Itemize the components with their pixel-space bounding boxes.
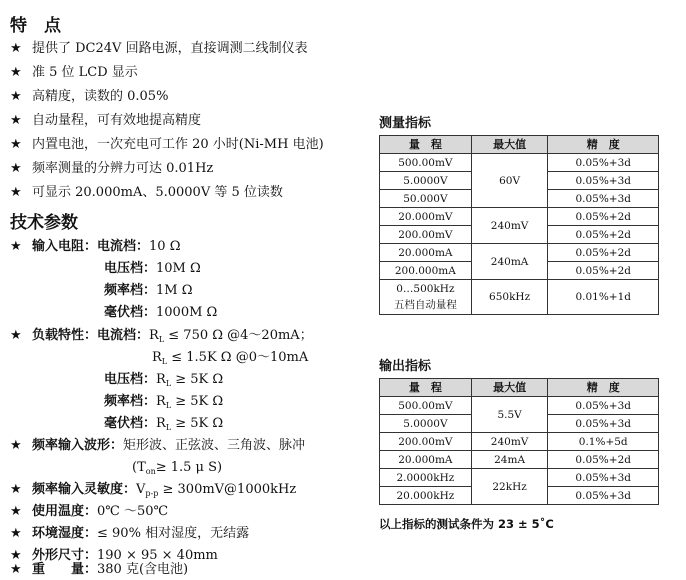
accuracy-cell: 0.05%+3d: [548, 154, 659, 172]
column-header: 最大值: [471, 136, 548, 154]
output-table: [379, 378, 659, 505]
range-cell: 200.00mV: [380, 226, 472, 244]
measure-title: 测量指标: [379, 116, 432, 131]
range-cell: 20.000mA: [380, 244, 472, 262]
spec-row: ($T_{on}\ge 1.5$ μ S): [132, 460, 223, 476]
star-icon: ★: [10, 113, 22, 128]
range-cell: 200.000mA: [380, 262, 472, 280]
range-cell: 2.0000kHz: [380, 469, 472, 487]
max-cell: 5.5V: [471, 397, 548, 433]
spec-weight: ★ 重 量：380 克(含电池): [10, 562, 189, 577]
star-icon: ★: [10, 548, 22, 563]
star-icon: ★: [10, 239, 22, 254]
range-cell: 500.00mV: [380, 397, 472, 415]
table-header-row: [380, 379, 659, 397]
range-cell: 20.000mA: [380, 451, 472, 469]
accuracy-cell: 0.05%+2d: [548, 244, 659, 262]
column-header: 精 度: [548, 136, 659, 154]
column-header: 最大值: [471, 379, 548, 397]
star-icon: ★: [10, 482, 22, 497]
spec-temperature: ★ 使用温度：0℃ ～50℃: [10, 504, 169, 519]
accuracy-cell: 0.05%+2d: [548, 226, 659, 244]
spec-row: 电压档：10M Ω: [104, 261, 201, 276]
max-cell: 60V: [471, 154, 548, 208]
accuracy-cell: 0.05%+3d: [548, 469, 659, 487]
spec-row: 电压档：$R_L \ge 5K$ Ω: [104, 372, 224, 388]
spec-row: 毫伏档：1000M Ω: [104, 305, 218, 320]
measure-table: [379, 135, 659, 315]
table-row: [380, 469, 659, 487]
accuracy-cell: 0.05%+3d: [548, 415, 659, 433]
column-header: 量 程: [380, 136, 472, 154]
table-row: [380, 397, 659, 415]
table-row: [380, 451, 659, 469]
spec-size: ★ 外形尺寸：190 × 95 × 40mm: [10, 548, 218, 563]
range-cell: 20.000mV: [380, 208, 472, 226]
spec-load: ★ 负载特性：电流档：$R_L \le 750$ Ω @4～20mA；: [10, 328, 313, 344]
range-cell: 5.0000V: [380, 415, 472, 433]
feature-item: ★ 内置电池，一次充电可工作 20 小时(Ni-MH 电池): [10, 137, 324, 152]
star-icon: ★: [10, 41, 22, 56]
star-icon: ★: [10, 526, 22, 541]
star-icon: ★: [10, 65, 22, 80]
range-cell: 50.000V: [380, 190, 472, 208]
table-row: [380, 208, 659, 226]
star-icon: ★: [10, 562, 22, 577]
spec-humidity: ★ 环境湿度：≤ 90% 相对湿度，无结露: [10, 526, 250, 541]
specs-heading: 技术参数: [10, 213, 78, 233]
accuracy-cell: 0.05%+2d: [548, 451, 659, 469]
max-cell: 240mV: [471, 433, 548, 451]
feature-item: ★ 频率测量的分辨力可达 0.01Hz: [10, 161, 214, 176]
spec-row: 频率档：$R_L \ge 5K$ Ω: [104, 394, 224, 410]
table-row: [380, 280, 659, 315]
accuracy-cell: 0.05%+2d: [548, 262, 659, 280]
star-icon: ★: [10, 328, 22, 343]
star-icon: ★: [10, 185, 22, 200]
star-icon: ★: [10, 438, 22, 453]
accuracy-cell: 0.05%+2d: [548, 208, 659, 226]
star-icon: ★: [10, 137, 22, 152]
accuracy-cell: 0.05%+3d: [548, 190, 659, 208]
accuracy-cell: 0.05%+3d: [548, 487, 659, 505]
spec-row: $R_L \le 1.5K$ Ω @0～10mA: [152, 350, 309, 366]
range-cell: 0…500kHz 五档自动量程: [380, 280, 472, 315]
max-cell: 650kHz: [471, 280, 548, 315]
range-cell: 200.00mV: [380, 433, 472, 451]
star-icon: ★: [10, 89, 22, 104]
feature-item: ★ 准 5 位 LCD 显示: [10, 65, 138, 80]
column-header: 精 度: [548, 379, 659, 397]
feature-item: ★ 可显示 20.000mA、5.0000V 等 5 位读数: [10, 185, 283, 200]
spec-input-resistance: ★ 输入电阻：电流档：10 Ω: [10, 239, 181, 254]
range-cell: 20.000kHz: [380, 487, 472, 505]
max-cell: 24mA: [471, 451, 548, 469]
spec-wave: ★ 频率输入波形：矩形波、正弦波、三角波、脉冲: [10, 438, 306, 453]
table-row: [380, 244, 659, 262]
table-row: [380, 154, 659, 172]
feature-item: ★ 高精度，读数的 0.05%: [10, 89, 169, 104]
star-icon: ★: [10, 161, 22, 176]
spec-row: 频率档：1M Ω: [104, 283, 193, 298]
accuracy-cell: 0.05%+3d: [548, 397, 659, 415]
max-cell: 240mA: [471, 244, 548, 280]
accuracy-cell: 0.01%+1d: [548, 280, 659, 315]
feature-item: ★ 自动量程，可有效地提高精度: [10, 113, 202, 128]
test-condition-note: 以上指标的测试条件为 23 ± 5˚C: [379, 517, 554, 531]
accuracy-cell: 0.05%+3d: [548, 172, 659, 190]
features-heading: 特 点: [10, 16, 61, 36]
max-cell: 240mV: [471, 208, 548, 244]
table-row: [380, 433, 659, 451]
accuracy-cell: 0.1%+5d: [548, 433, 659, 451]
star-icon: ★: [10, 504, 22, 519]
table-header-row: [380, 136, 659, 154]
max-cell: 22kHz: [471, 469, 548, 505]
output-title: 输出指标: [379, 359, 432, 374]
range-cell: 5.0000V: [380, 172, 472, 190]
range-cell: 500.00mV: [380, 154, 472, 172]
column-header: 量 程: [380, 379, 472, 397]
spec-sensitivity: ★ 频率输入灵敏度：$V_{p-p}$ ≥ 300mV@1000kHz: [10, 482, 297, 498]
spec-row: 毫伏档：$R_L \ge 5K$ Ω: [104, 416, 224, 432]
feature-item: ★ 提供了 DC24V 回路电源，直接调测二线制仪表: [10, 41, 308, 56]
